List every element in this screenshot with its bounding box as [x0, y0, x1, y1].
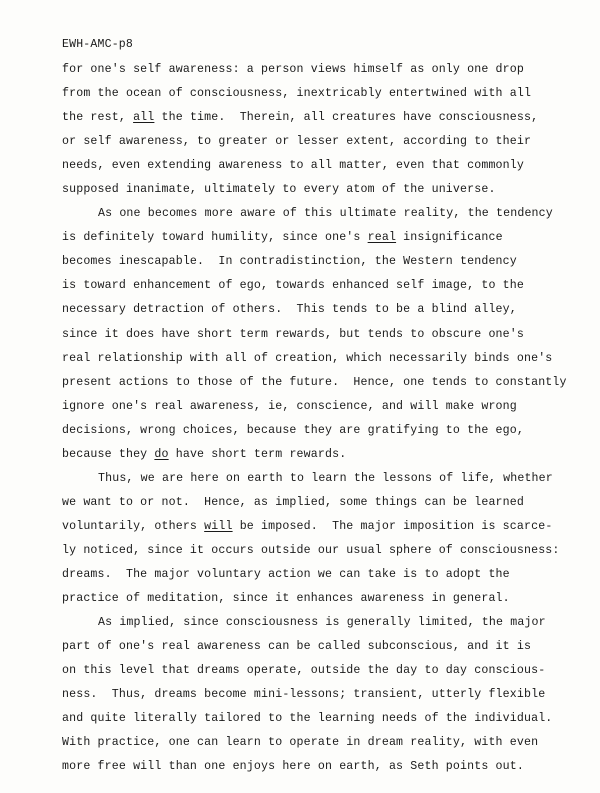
page-header-label: EWH-AMC-p8 [62, 38, 134, 51]
text-line: more free will than one enjoys here on earth, as Seth points out. [62, 760, 524, 774]
text-line: because they do have short term rewards. [62, 447, 347, 461]
text-line: As implied, since consciousness is generally limited, the major [98, 616, 546, 630]
text-line: becomes inescapable. In contradistinction, the Western tendency [62, 255, 517, 269]
text-line: As one becomes more aware of this ultimate reality, the tendency [98, 207, 553, 221]
text-line: supposed inanimate, ultimately to every atom of the universe. [62, 183, 496, 197]
text-line: ness. Thus, dreams become mini-lessons; transient, utterly flexible [62, 688, 546, 702]
text-line: we want to or not. Hence, as implied, some things can be learned [62, 495, 524, 509]
text-line: part of one's real awareness can be called subconscious, and it is [62, 640, 532, 654]
text-line: voluntarily, others will be imposed. The major imposition is scarce- [62, 519, 553, 533]
text-line: necessary detraction of others. This tends to be a blind alley, [62, 303, 517, 317]
text-line: is definitely toward humility, since one's real insignificance [62, 231, 503, 245]
text-line: dreams. The major voluntary action we can take is to adopt the [62, 567, 510, 581]
text-line: and quite literally tailored to the learning needs of the individual. [62, 712, 553, 726]
text-line: the rest, all the time. Therein, all creatures have consciousness, [62, 111, 539, 125]
text-line: present actions to those of the future. Hence, one tends to constantly [62, 375, 567, 389]
text-line: practice of meditation, since it enhances awareness in general. [62, 592, 510, 606]
text-line: or self awareness, to greater or lesser extent, according to their [62, 135, 532, 149]
text-line: on this level that dreams operate, outside the day to day conscious- [62, 664, 546, 678]
text-line: With practice, one can learn to operate in dream reality, with even [62, 736, 539, 750]
text-line: ignore one's real awareness, ie, conscience, and will make wrong [62, 399, 517, 413]
text-line: needs, even extending awareness to all matter, even that commonly [62, 159, 524, 173]
text-line: real relationship with all of creation, which necessarily binds one's [62, 351, 553, 365]
underlined-word: real [367, 231, 397, 245]
text-line: for one's self awareness: a person views himself as only one drop [62, 63, 524, 76]
text-line: decisions, wrong choices, because they are gratifying to the ego, [62, 423, 524, 437]
text-line: since it does have short term rewards, but tends to obscure one's [62, 327, 524, 341]
text-line: is toward enhancement of ego, towards enhanced self image, to the [62, 279, 524, 293]
underlined-word: all [133, 111, 155, 125]
body-text [62, 58, 592, 779]
underlined-word: will [204, 519, 233, 533]
text-line: ly noticed, since it occurs outside our usual sphere of consciousness: [62, 543, 560, 557]
text-line: from the ocean of consciousness, inextricably entertwined with all [62, 87, 532, 101]
text-line: Thus, we are here on earth to learn the lessons of life, whether [98, 471, 553, 485]
underlined-word: do [154, 447, 169, 461]
